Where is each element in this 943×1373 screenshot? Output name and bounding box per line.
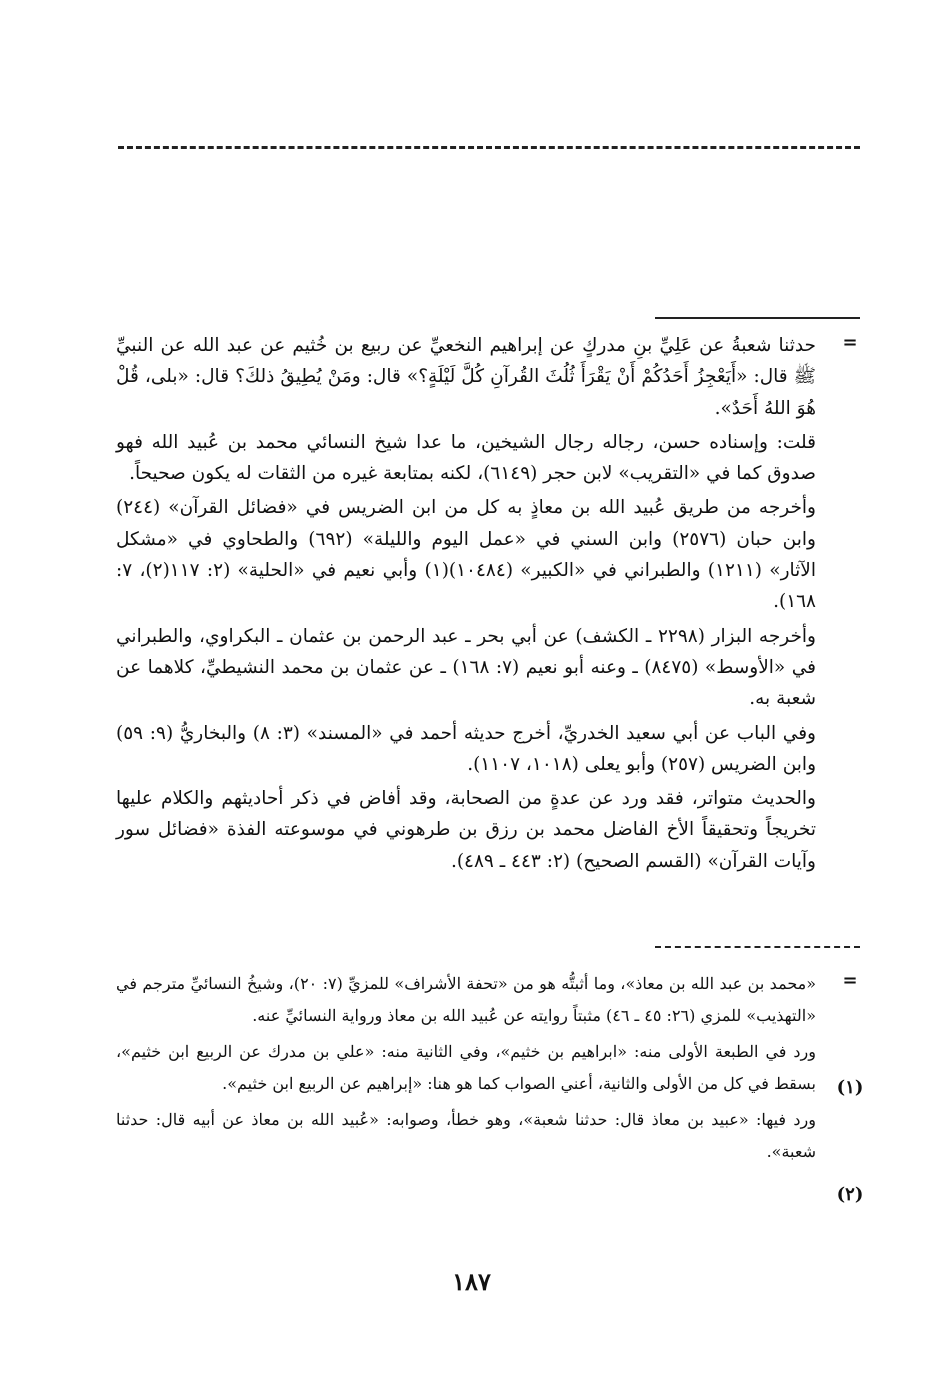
page-number: ١٨٧	[452, 1267, 491, 1296]
paragraph: والحديث متواتر، فقد ورد عن عدةٍ من الصحابة، وقد أفاض في ذكر أحاديثهم والكلام عليها تخريجاً وتحقيقاً الأخ الفاضل محمد بن رزق بن طرهوني في موسوعته الفذة «فضائل سور وآيات القرآن» (القسم الصحيح) (٢: ٤٤٣ ـ ٤٨٩).	[116, 788, 816, 872]
footnote-dashed-rule	[655, 946, 860, 948]
header-dashed-rule	[118, 146, 860, 149]
paragraph: قلت: وإسناده حسن، رجاله رجال الشيخين، ما عدا شيخ النسائي محمد بن عُبيد الله فهو صدوق كما في «التقريب» لابن حجر (٦١٤٩)، لكنه بمتابعة غيره من الثقات له يكون صحيحاً.	[116, 431, 816, 485]
footnote-text: ورد فيها: «عبيد بن معاذ قال: حدثنا شعبة»، وهو خطأ، وصوابه: «عُبيد الله بن معاذ عن أبيه قال: حدثنا شعبة».	[116, 1110, 816, 1161]
footnote-text: «محمد بن عبد الله بن معاذ»، وما أثبتُّه هو من «تحفة الأشراف» للمزيِّ (٧: ٢٠)، وشيخُ النسائيِّ مترجم في «التهذيب» للمزي (٢٦: ٤٥ ـ ٤٦) مثبتاً روايته عن عُبيد الله بن معاذ ورواية النسائيِّ عنه.	[116, 974, 817, 1025]
section-rule	[655, 317, 860, 319]
paragraph: حدثنا شعبةُ عن عَلِيِّ بنِ مدركٍ عن إبراهيم النخعيِّ عن ربيع بن خُثيم عن عبد الله عن النبيِّ ﷺ قال: «أَيَعْجِزُ أَحَدُكُمْ أَنْ يَقْرَأَ ثُلُثَ القُرآنِ كُلَّ لَيْلَةٍ؟» قال: ومَنْ يُطِيقُ ذلكَ؟ قال: «بلى، قُلْ هُوَ اللهُ أَحَدٌ».	[116, 335, 816, 419]
continuation-marker: =	[842, 332, 858, 353]
footnote-marker: (٢)	[836, 1184, 864, 1205]
footnotes	[116, 968, 816, 1172]
footnote-marker: =	[842, 970, 858, 991]
paragraph: وأخرجه البزار (٢٢٩٨ ـ الكشف) عن أبي بحر ـ عبد الرحمن بن عثمان ـ البكراوي، والطبراني في «الأوسط» (٨٤٧٥) ـ وعنه أبو نعيم (٧: ١٦٨) ـ عن عثمان بن محمد النشيطيِّ، كلاهما عن شعبة به.	[116, 625, 816, 710]
main-text	[116, 330, 816, 880]
footnote-text: ورد في الطبعة الأولى منه: «ابراهيم بن خثيم»، وفي الثانية منه: «علي بن مدرك عن الربيع ابن خثيم»، بسقط في كل من الأولى والثانية، أعني الصواب كما هو هنا: «إبراهيم عن الربيع ابن خثيم».	[116, 1042, 816, 1093]
paragraph: وفي الباب عن أبي سعيد الخدريِّ، أخرج حديثه أحمد في «المسند» (٣: ٨) والبخاريُّ (٩: ٥٩) وابن الضريس (٢٥٧) وأبو يعلى (١٠١٨، ١١٠٧).	[116, 722, 816, 775]
paragraph: وأخرجه من طريق عُبيد الله بن معاذٍ به كل من ابن الضريس في «فضائل القرآن» (٢٤٤) وابن حبان (٢٥٧٦) وابن السني في «عمل اليوم والليلة» (٦٩٢) والطحاوي في «مشكل الآثار» (١٢١١) والطبراني في «الكبير» (١٠٤٨٤)(١) وأبي نعيم في «الحلية» (٢: ١١٧(٢)، ٧: ١٦٨).	[116, 497, 816, 613]
footnote-marker: (١)	[836, 1077, 864, 1098]
